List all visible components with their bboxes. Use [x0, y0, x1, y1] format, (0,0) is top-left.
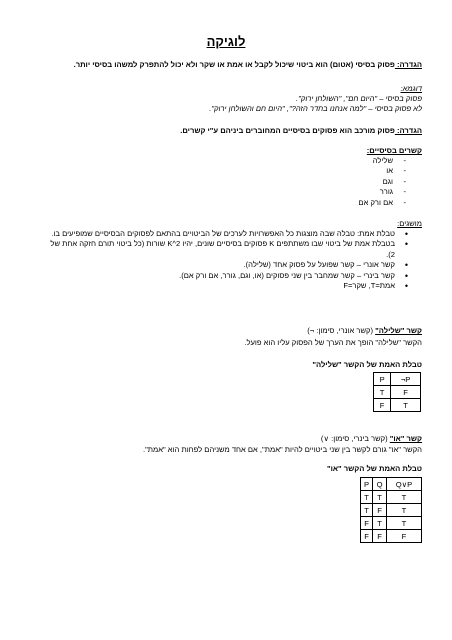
table-cell: F [374, 399, 391, 412]
definition-label: הגדרה: [394, 60, 422, 69]
term-item: • טבלת אמת: טבלה שבה מוצגות כל האפשרויות לערכים של הביטויים בהתאם לפסוקים הבסיסיים שמופיעים בו. [48, 229, 408, 239]
table-cell: F [373, 504, 387, 517]
negation-meta: (קשר אונרי, סימון: ¬) [307, 326, 376, 335]
table-cell: T [386, 491, 421, 504]
table-header-cell: Q [373, 478, 387, 491]
term-item: • בטבלת אמת של ביטוי שבו משתתפים K פסוקים בסיסיים שונים, יהיו 2^K שורות (כל ביטוי תורם חזקה אחת של 2). [48, 239, 408, 260]
table-cell: F [361, 517, 373, 530]
terms-list [48, 229, 408, 291]
or-heading [321, 434, 422, 444]
table-cell: T [373, 517, 387, 530]
negation-truth-table [373, 372, 421, 412]
table-cell: F [386, 530, 421, 543]
connective-item: - שלילה [358, 156, 406, 166]
table-header-cell: P [361, 478, 373, 491]
or-name: קשר "או" [389, 434, 422, 443]
table-row [374, 399, 421, 412]
table-row [361, 517, 422, 530]
definition-atomic [74, 60, 422, 70]
example-line-2: לא פסוק בסיסי – "למה אנחנו בחדר הזה?", "היום חם והשולחן ירוק". [209, 104, 422, 113]
or-table-title: טבלת האמת של הקשר "או" [326, 464, 422, 473]
table-cell: T [386, 517, 421, 530]
negation-heading [307, 326, 422, 336]
negation-name: קשר "שלילה" [375, 326, 422, 335]
table-row [361, 530, 422, 543]
definition-label: הגדרה: [394, 126, 422, 135]
negation-description: הקשר "שלילה" הופך את הערך של הפסוק עליו הוא פועל. [244, 338, 422, 347]
table-header-row [361, 478, 422, 491]
term-item: • קשר אונרי – קשר שפועל על פסוק אחד (שלילה). [48, 260, 408, 270]
connective-item: - או [358, 166, 406, 176]
connectives-list [358, 156, 406, 208]
table-header-cell: ¬P [391, 373, 421, 386]
connective-item: - וגם [358, 177, 406, 187]
example-label: דוגמא: [400, 84, 422, 93]
table-cell: T [373, 491, 387, 504]
or-description: הקשר "או" גורם לקשר בין שני ביטויים להיות "אמת", אם אחד משניהם לפחות הוא "אמת". [142, 445, 422, 454]
table-row [361, 491, 422, 504]
term-item: • קשר בינרי – קשר שמחבר בין שני פסוקים (או, וגם, גורר, אם ורק אם). [48, 271, 408, 281]
table-row [374, 386, 421, 399]
connective-item: - אם ורק אם [358, 198, 406, 208]
or-truth-table [360, 477, 422, 543]
table-cell: T [374, 386, 391, 399]
term-item: • אמת=T, שקר=F [48, 281, 408, 291]
negation-table-title: טבלת האמת של הקשר "שלילה" [312, 360, 422, 369]
connectives-heading: קשרים בסיסיים: [366, 146, 422, 155]
table-cell: T [386, 504, 421, 517]
definition-text: פסוק מורכב הוא פסוקים בסיסיים המחוברים ביניהם ע"י קשרים. [180, 126, 395, 135]
table-cell: F [373, 530, 387, 543]
table-header-cell: Q∨P [386, 478, 421, 491]
table-cell: T [361, 504, 373, 517]
table-row [361, 504, 422, 517]
page-title: לוגיקה [206, 34, 246, 49]
table-cell: F [391, 386, 421, 399]
example-line-1: פסוק בסיסי – "היום חם", "השולחן ירוק". [296, 94, 422, 103]
definition-compound [180, 126, 422, 136]
terms-heading: מושגים: [397, 219, 422, 228]
table-cell: F [361, 530, 373, 543]
table-header-row [374, 373, 421, 386]
table-cell: T [361, 491, 373, 504]
table-cell: T [391, 399, 421, 412]
connective-item: - גורר [358, 187, 406, 197]
table-header-cell: P [374, 373, 391, 386]
or-meta: (קשר בינרי, סימון: ∨) [320, 434, 390, 443]
definition-text: פסוק בסיסי (אטום) הוא ביטוי שיכול לקבל או אמת או שקר ולא יכול להתפרק למשהו בסיסי יותר. [73, 60, 395, 69]
